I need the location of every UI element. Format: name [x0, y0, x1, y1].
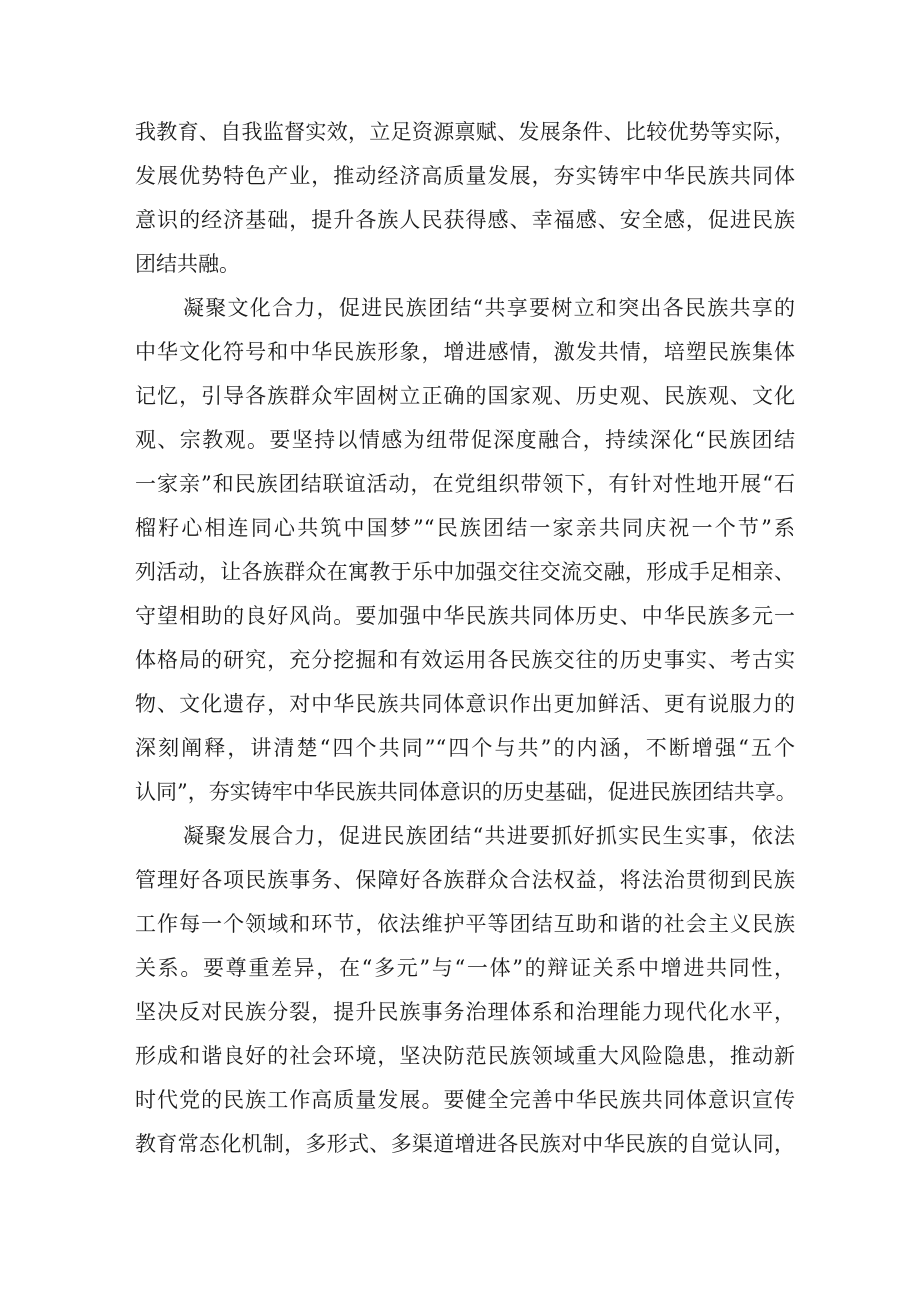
- paragraph-1: [135, 110, 795, 286]
- text-line: 深刻阐释，讲清楚“四个共同”“四个与共”的内涵，不断增强“五个: [135, 736, 795, 760]
- text-line: 观、宗教观。要坚持以情感为纽带促深度融合，持续深化“民族团结: [135, 428, 795, 452]
- document-body: [135, 110, 795, 1166]
- text-line: 记忆，引导各族群众牢固树立正确的国家观、历史观、民族观、文化: [135, 384, 795, 408]
- text-line: 体格局的研究，充分挖掘和有效运用各民族交往的历史事实、考古实: [135, 648, 795, 672]
- text-line: 我教育、自我监督实效，立足资源禀赋、发展条件、比较优势等实际，: [135, 120, 795, 144]
- text-line: 形成和谐良好的社会环境，坚决防范民族领域重大风险隐患，推动新: [135, 1044, 795, 1068]
- paragraph-3: [135, 814, 795, 1166]
- text-line: 意识的经济基础，提升各族人民获得感、幸福感、安全感，促进民族: [135, 208, 795, 232]
- text-line: 物、文化遗存，对中华民族共同体意识作出更加鲜活、更有说服力的: [135, 692, 795, 716]
- text-line: 列活动，让各族群众在寓教于乐中加强交往交流交融，形成手足相亲、: [135, 560, 795, 584]
- text-line: 凝聚发展合力，促进民族团结“共进要抓好抓实民生实事，依法: [183, 824, 795, 848]
- text-line: 一家亲”和民族团结联谊活动，在党组织带领下，有针对性地开展“石: [135, 472, 795, 496]
- text-line: 管理好各项民族事务、保障好各族群众合法权益，将法治贯彻到民族: [135, 868, 795, 892]
- text-line: 团结共融。: [135, 252, 240, 276]
- text-line: 榴籽心相连同心共筑中国梦”“民族团结一家亲共同庆祝一个节”系: [135, 516, 795, 540]
- text-line: 中华文化符号和中华民族形象，增进感情，激发共情，培塑民族集体: [135, 340, 795, 364]
- text-line: 教育常态化机制，多形式、多渠道增进各民族对中华民族的自觉认同，: [135, 1132, 795, 1156]
- text-line: 关系。要尊重差异，在“多元”与“一体”的辩证关系中增进共同性，: [135, 956, 795, 980]
- text-line: 凝聚文化合力，促进民族团结“共享要树立和突出各民族共享的: [183, 296, 795, 320]
- text-line: 工作每一个领域和环节，依法维护平等团结互助和谐的社会主义民族: [135, 912, 795, 936]
- text-line: 坚决反对民族分裂，提升民族事务治理体系和治理能力现代化水平，: [135, 1000, 795, 1024]
- text-line: 时代党的民族工作高质量发展。要健全完善中华民族共同体意识宣传: [135, 1088, 795, 1112]
- text-line: 守望相助的良好风尚。要加强中华民族共同体历史、中华民族多元一: [135, 604, 795, 628]
- text-line: 认同”，夯实铸牢中华民族共同体意识的历史基础，促进民族团结共享。: [135, 780, 797, 804]
- text-line: 发展优势特色产业，推动经济高质量发展，夯实铸牢中华民族共同体: [135, 164, 795, 188]
- paragraph-2: [135, 286, 795, 814]
